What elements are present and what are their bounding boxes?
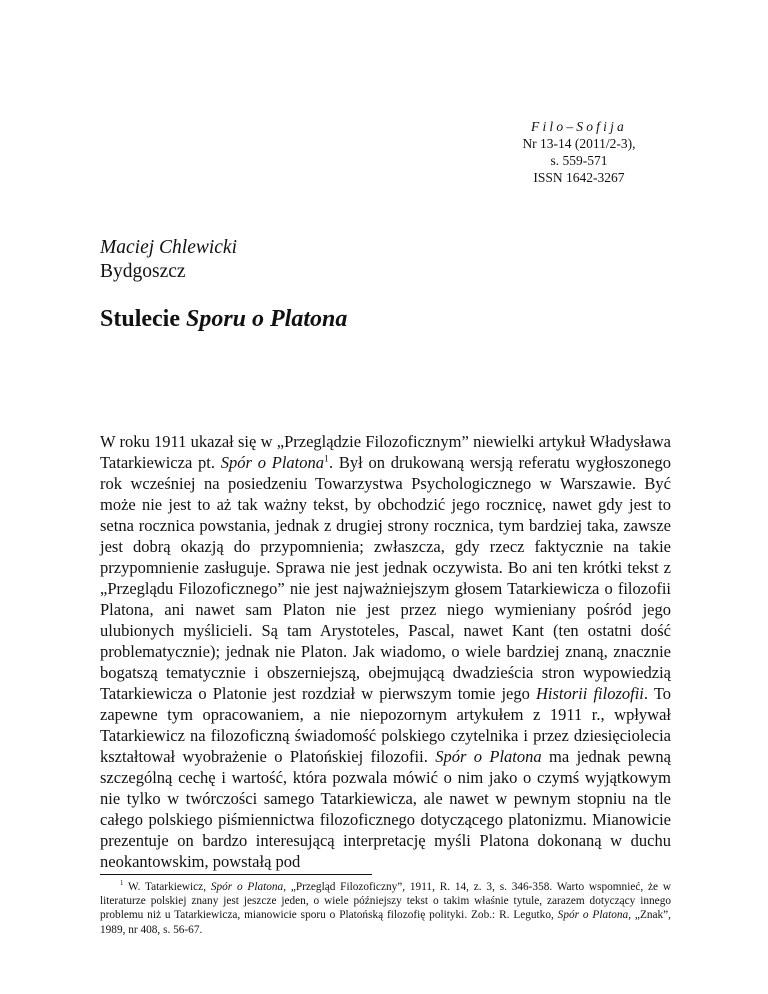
body-text-3: . To zapewne tym opracowaniem, a nie niepozornym artykułem z 1911 r., wpływał Tatarkiewicz na filozoficzną świadomość polskiego czytelnika i przez dziesięciolecia kształtował wyobrażenie o Platońskiej filozofii. xyxy=(100,684,671,766)
body-text-4: ma jednak pewną szczególną cechę i wartość, która pozwala mówić o nim jako o czymś wyjątkowym nie tylko w twórczości samego Tatarkiewicza, ale nawet w pewnym stopniu na tle całego polskiego piśmiennictwa filozoficznego dotyczącego platonizmu. Mianowicie prezentuje on bardzo interesującą interpretację myśli Platona dokonaną w duchu neokantowskim, powstałą pod xyxy=(100,747,671,871)
title-plain: Stulecie xyxy=(100,306,186,332)
journal-name: Filo–Sofija xyxy=(531,119,627,134)
author-name: Maciej Chlewicki xyxy=(100,237,237,258)
footnote-italic-2: Spór o Platona xyxy=(557,909,629,922)
body-italic-1: Spór o Platona xyxy=(220,453,324,472)
body-paragraph xyxy=(100,431,671,872)
footnote-number: 1 xyxy=(120,880,124,888)
journal-issue: Nr 13-14 (2011/2-3), xyxy=(522,136,636,151)
title-italic: Sporu o Platona xyxy=(185,306,348,332)
footnote-italic-1: Spór o Platona xyxy=(210,881,284,893)
footnote xyxy=(100,880,671,937)
article-title xyxy=(100,306,347,333)
author-city: Bydgoszcz xyxy=(100,261,186,282)
body-text-1: W roku 1911 ukazał się w „Przeglądzie Filozoficznym” niewielki artykuł Władysława Tatarkiewicza pt. xyxy=(100,432,671,472)
body-italic-2: Historii filozofii xyxy=(535,684,644,703)
footnote-divider xyxy=(100,874,372,875)
body-italic-3: Spór o Platona xyxy=(435,747,542,766)
footnote-text-2: , „Przegląd Filozoficzny”, 1911, R. 14, z. 3, s. 346-358. Warto wspomnieć, że w literaturze polskiej znany jest jeszcze jeden, o wiele późniejszy tekst o takim właśnie tytule, zarazem dotyczący innego problemu niż u Tatarkiewicza, mianowicie sporu o Platońską filozofię polityki. Zob.: R. Legutko, xyxy=(100,881,671,922)
author-block xyxy=(100,236,237,284)
journal-issn: ISSN 1642-3267 xyxy=(533,170,625,185)
footnote-ref[interactable]: 1 xyxy=(324,453,329,465)
journal-info xyxy=(486,118,672,186)
footnote-text-3: , „Znak”, 1989, nr 408, s. 56-67. xyxy=(100,909,671,936)
body-text-2: . Był on drukowaną wersją referatu wygłoszonego rok wcześniej na posiedzeniu Towarzystwa Psychologicznego w Warszawie. Być może nie jest to aż tak ważny tekst, by obchodzić jego rocznicę, nawet gdy jest to setna rocznica powstania, jednak z drugiej strony rocznica, tym bardziej taka, zawsze jest dobrą okazją do przypomnienia; zwłaszcza, gdy rzecz faktycznie na takie przypomnienie zasługuje. Sprawa nie jest jednak oczywista. Bo ani ten krótki tekst z „Przeglądu Filozoficznego” nie jest najważniejszym głosem Tatarkiewicza o filozofii Platona, ani nawet sam Platon nie jest przez niego wymieniany pośród jego ulubionych myślicieli. Są tam Arystoteles, Pascal, nawet Kant (ten ostatni dość problematycznie); jednak nie Platon. Jak wiadomo, o wiele bardziej znaną, znacznie bogatszą tematycznie i obszerniejszą, obejmującą dwadzieścia stron wypowiedzią Tatarkiewicza o Platonie jest rozdział w pierwszym tomie jego xyxy=(100,453,671,703)
footnote-text-1: W. Tatarkiewicz, xyxy=(123,881,211,893)
journal-pages: s. 559-571 xyxy=(550,153,608,168)
